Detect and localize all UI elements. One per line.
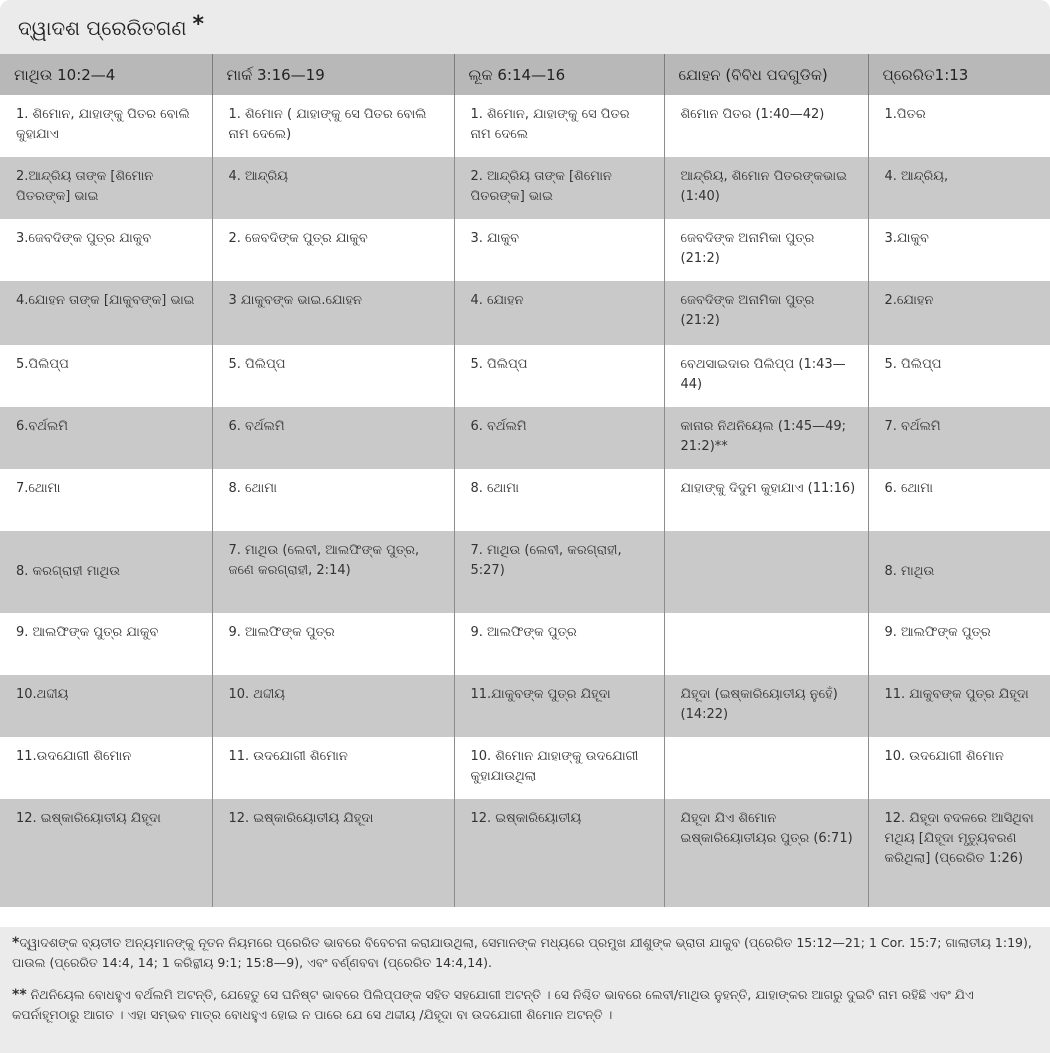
table-cell: 6.ବର୍ଥଲମି bbox=[0, 407, 212, 469]
table-cell: 6. ଥୋମା bbox=[868, 469, 1050, 531]
table-cell: 10. ଥଦ୍ଦୀୟ bbox=[212, 675, 454, 737]
table-cell: 2.ଯୋହନ bbox=[868, 281, 1050, 345]
apostles-table bbox=[0, 54, 1050, 907]
table-cell: 2. ଜେବଦିଙ୍କ ପୁତ୍ର ଯାକୁବ bbox=[212, 219, 454, 281]
footnote-1 bbox=[12, 933, 1032, 973]
table-cell bbox=[664, 531, 868, 613]
table-row bbox=[0, 737, 1050, 799]
table-cell: 4. ଆନ୍ଦ୍ରିୟ, bbox=[868, 157, 1050, 219]
table-cell: 1. ଶିମୋନ, ଯାହାଙ୍କୁ ସେ ପିତର ନାମ ଦେଲେ bbox=[454, 95, 664, 157]
footnote-2-text: ନିଥନିୟେଲ ବୋଧହୁଏ ବର୍ଥଲମି ଅଟନ୍ତି, ଯେହେତୁ ସେ ଘନିଷ୍ଟ ଭାବରେ ପିଲିପ୍ପଙ୍କ ସହିତ ସହଯୋଗୀ ଅଟନ୍ତି । ସେ ନିଶ୍ଚିତ ଭାବରେ ଲେବୀ/ମାଥିଉ ନୁହନ୍ତି, ଯାହାଙ୍କର ଆଗରୁ ଦୁଇଟି ନାମ ରହିଛି ଏବଂ ଯିଏ କପର୍ନାହୂମଠାରୁ ଆଗତ । ଏହା ସମ୍ଭବ ମାତ୍ର ବୋଧହୁଏ ହୋଇ ନ ପାରେ ଯେ ସେ ଥଦ୍ଦୀୟ /ଯିହୂଦା ବା ଉଦଯୋଗୀ ଶିମୋନ ଅଟନ୍ତି । bbox=[12, 987, 974, 1022]
table-cell: 9. ଆଲଫିଙ୍କ ପୁତ୍ର bbox=[868, 613, 1050, 675]
table-cell: 5. ପିଲିପ୍ପ bbox=[868, 345, 1050, 407]
table-cell: 6. ବର୍ଥଲମି bbox=[212, 407, 454, 469]
table-cell: 7. ବର୍ଥଲମି bbox=[868, 407, 1050, 469]
table-cell: 10. ଶିମୋନ ଯାହାଙ୍କୁ ଉଦଯୋଗୀ କୁହାଯାଉଥିଲା bbox=[454, 737, 664, 799]
table-cell: 11.ଯାକୁବଙ୍କ ପୁତ୍ର ଯିହୂଦା bbox=[454, 675, 664, 737]
table-cell: ଯିହୂଦା ଯିଏ ଶିମୋନ ଇଷ୍କାରିୟୋତୀୟର ପୁତ୍ର (6:71) bbox=[664, 799, 868, 907]
title-footnote-mark: * bbox=[192, 12, 204, 37]
table-cell: ଜେବଦିଙ୍କ ଅନାମିକା ପୁତ୍ର (21:2) bbox=[664, 219, 868, 281]
table-cell: 11. ଉଦଯୋଗୀ ଶିମୋନ bbox=[212, 737, 454, 799]
table-cell: 2. ଆନ୍ଦ୍ରିୟ ତାଙ୍କ [ଶିମୋନ ପିତରଙ୍କ] ଭାଇ bbox=[454, 157, 664, 219]
table-cell: 11. ଯାକୁବଙ୍କ ପୁତ୍ର ଯିହୂଦା bbox=[868, 675, 1050, 737]
table-cell: 1.ପିତର bbox=[868, 95, 1050, 157]
table-cell: 8. ଥୋମା bbox=[454, 469, 664, 531]
table-cell: 2.ଆନ୍ଦ୍ରିୟ ତାଙ୍କ [ଶିମୋନ ପିତରଙ୍କ] ଭାଇ bbox=[0, 157, 212, 219]
table-row bbox=[0, 407, 1050, 469]
table-cell: 12. ଇଷ୍କାରିୟୋତୀୟ ଯିହୂଦା bbox=[0, 799, 212, 907]
title-text: ଦ୍ୱାଦଶ ପ୍ରେରିତଗଣ bbox=[18, 16, 187, 40]
footnote-2 bbox=[12, 985, 1032, 1025]
table-cell: 8. କରଗ୍ରାହୀ ମାଥିଉ bbox=[0, 531, 212, 613]
table-cell: ଜେବଦିଙ୍କ ଅନାମିକା ପୁତ୍ର (21:2) bbox=[664, 281, 868, 345]
table-row bbox=[0, 157, 1050, 219]
table-cell: 1. ଶିମୋନ, ଯାହାଙ୍କୁ ପିତର ବୋଲି କୁହାଯାଏ bbox=[0, 95, 212, 157]
table-cell bbox=[664, 613, 868, 675]
footnote-1-text: ଦ୍ୱାଦଶଙ୍କ ବ୍ୟତୀତ ଅନ୍ୟମାନଙ୍କୁ ନୂତନ ନିୟମରେ ପ୍ରେରିତ ଭାବରେ ବିବେଚନା କରାଯାଉଥିଲା, ସେମାନଙ୍କ ମଧ୍ୟରେ ପ୍ରମୁଖ ଯୀଶୁଙ୍କ ଭ୍ରାତା ଯାକୁବ (ପ୍ରେରିତ 15:12—21; 1 Cor. 15:7; ଗାଲାତୀୟ 1:19), ପାଉଲ (ପ୍ରେରିତ 14:4, 14; 1 କରିନ୍ଥୀୟ 9:1; 15:8—9), ଏବଂ ବର୍ଣ୍ଣବବା (ପ୍ରେରିତ 14:4,14). bbox=[12, 935, 1032, 970]
table-cell: ବେଥସାଇଦାର ପିଲିପ୍ପ (1:43—44) bbox=[664, 345, 868, 407]
table-cell: 10. ଉଦଯୋଗୀ ଶିମୋନ bbox=[868, 737, 1050, 799]
table-cell: 4.ଯୋହନ ତାଙ୍କ [ଯାକୁବଙ୍କ] ଭାଇ bbox=[0, 281, 212, 345]
header-row bbox=[0, 54, 1050, 95]
table-row bbox=[0, 799, 1050, 907]
header-matthew: ମାଥିଉ 10:2—4 bbox=[0, 54, 212, 95]
table-cell: 6. ବର୍ଥଲମି bbox=[454, 407, 664, 469]
header-luke: ଲୂକ 6:14—16 bbox=[454, 54, 664, 95]
table-cell: 8. ଥୋମା bbox=[212, 469, 454, 531]
table-cell: 9. ଆଲଫିଙ୍କ ପୁତ୍ର bbox=[212, 613, 454, 675]
table-cell: ଯାହାଙ୍କୁ ଦିଦୁମ କୁହାଯାଏ (11:16) bbox=[664, 469, 868, 531]
table-cell: 11.ଉଦଯୋଗୀ ଶିମୋନ bbox=[0, 737, 212, 799]
table-cell: ଯିହୂଦା (ଇଷ୍କାରିୟୋତୀୟ ନୁହେଁ) (14:22) bbox=[664, 675, 868, 737]
table-cell: 4. ଆନ୍ଦ୍ରିୟ bbox=[212, 157, 454, 219]
table-cell: 8. ମାଥିଉ bbox=[868, 531, 1050, 613]
table-cell: 5. ପିଲିପ୍ପ bbox=[454, 345, 664, 407]
table-cell: 7. ମାଥିଉ (ଲେବୀ, କରଗ୍ରାହୀ, 5:27) bbox=[454, 531, 664, 613]
table-cell: 1. ଶିମୋନ ( ଯାହାଙ୍କୁ ସେ ପିତର ବୋଲି ନାମ ଦେଲେ) bbox=[212, 95, 454, 157]
footnote-1-mark: * bbox=[12, 935, 20, 951]
header-acts: ପ୍ରେରିତ1:13 bbox=[868, 54, 1050, 95]
table-row bbox=[0, 219, 1050, 281]
table-cell: 3.ଜେବଦିଙ୍କ ପୁତ୍ର ଯାକୁବ bbox=[0, 219, 212, 281]
table-cell: 5. ପିଲିପ୍ପ bbox=[212, 345, 454, 407]
page-title bbox=[18, 12, 204, 40]
table-cell: 10.ଥଦ୍ଦୀୟ bbox=[0, 675, 212, 737]
table-cell: 9. ଆଲଫିଙ୍କ ପୁତ୍ର bbox=[454, 613, 664, 675]
table-row bbox=[0, 531, 1050, 613]
table-cell: 12. ଯିହୂଦା ବଦଳରେ ଆସିଥିବା ମଥିୟ [ଯିହୂଦା ମୃତ୍ୟୁବରଣ କରିଥିଲା] (ପ୍ରେରିତ 1:26) bbox=[868, 799, 1050, 907]
table-row bbox=[0, 281, 1050, 345]
table-cell bbox=[664, 737, 868, 799]
footnotes bbox=[0, 927, 1050, 1053]
table-cell: 3. ଯାକୁବ bbox=[454, 219, 664, 281]
table-row bbox=[0, 469, 1050, 531]
title-bar bbox=[0, 0, 1050, 54]
table-cell: 3 ଯାକୁବଙ୍କ ଭାଇ.ଯୋହନ bbox=[212, 281, 454, 345]
header-john: ଯୋହନ (ବିବିଧ ପଦଗୁଡିକ) bbox=[664, 54, 868, 95]
table-cell: 5.ପିଲିପ୍ପ bbox=[0, 345, 212, 407]
table-row bbox=[0, 613, 1050, 675]
table-cell: ଶିମୋନ ପିତର (1:40—42) bbox=[664, 95, 868, 157]
table-cell: 9. ଆଲଫିଙ୍କ ପୁତ୍ର ଯାକୁବ bbox=[0, 613, 212, 675]
table-row bbox=[0, 345, 1050, 407]
table-cell: କାନାର ନିଥନିୟେଲ (1:45—49; 21:2)** bbox=[664, 407, 868, 469]
table-cell: 4. ଯୋହନ bbox=[454, 281, 664, 345]
table-row bbox=[0, 675, 1050, 737]
table-cell: 12. ଇଷ୍କାରିୟୋତୀୟ bbox=[454, 799, 664, 907]
table-cell: 12. ଇଷ୍କାରିୟୋତୀୟ ଯିହୂଦା bbox=[212, 799, 454, 907]
table-cell: 7.ଥୋମା bbox=[0, 469, 212, 531]
table-cell: 3.ଯାକୁବ bbox=[868, 219, 1050, 281]
table-cell: ଆନ୍ଦ୍ରିୟ, ଶିମୋନ ପିତରଙ୍କଭାଇ (1:40) bbox=[664, 157, 868, 219]
header-mark: ମାର୍କ 3:16—19 bbox=[212, 54, 454, 95]
footnote-2-mark: ** bbox=[12, 987, 27, 1003]
table-row bbox=[0, 95, 1050, 157]
table-cell: 7. ମାଥିଉ (ଲେବୀ, ଆଲଫିଙ୍କ ପୁତ୍ର, ଜଣେ କରଗ୍ରାହୀ, 2:14) bbox=[212, 531, 454, 613]
